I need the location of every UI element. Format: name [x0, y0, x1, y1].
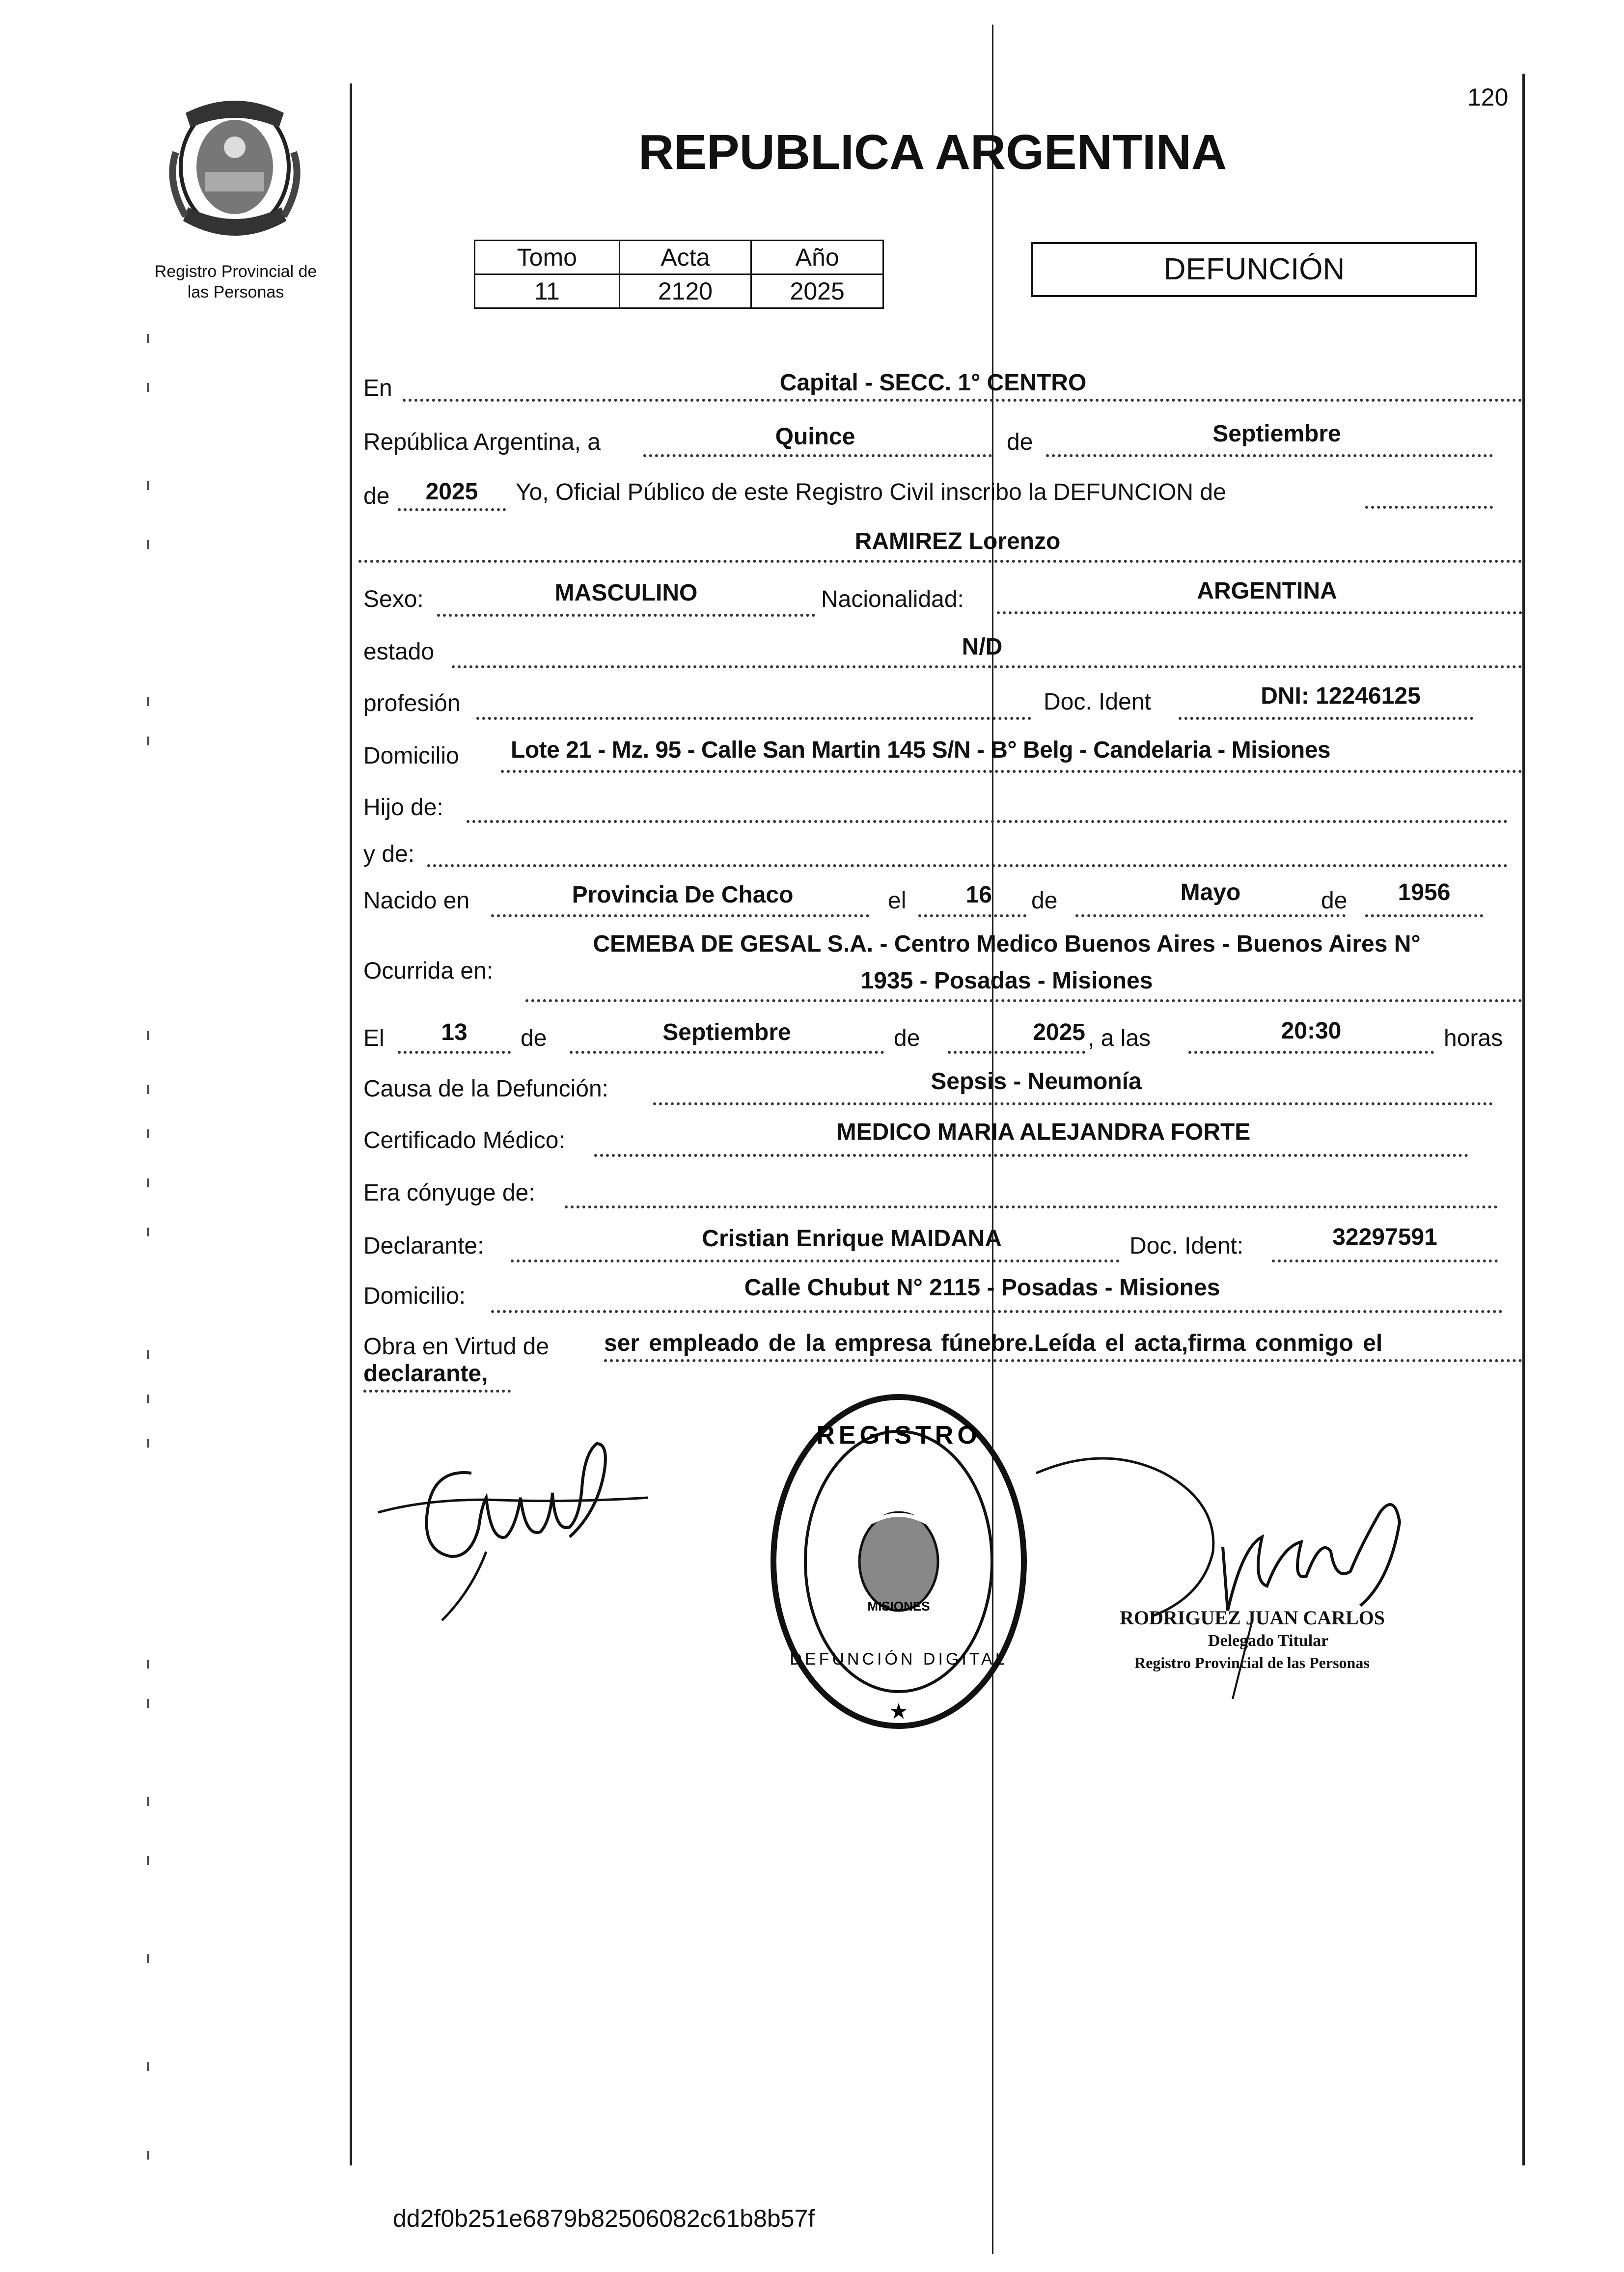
svg-text:MISIONES: MISIONES: [867, 1599, 930, 1614]
sexo-value: MASCULINO: [554, 580, 698, 606]
causa-value: Sepsis - Neumonía: [931, 1068, 1142, 1095]
dotted-line: [452, 665, 1522, 668]
birth-month-value: Mayo: [1180, 879, 1241, 905]
declarante-value: Cristian Enrique MAIDANA: [702, 1226, 1002, 1252]
dotted-line: [1188, 1051, 1434, 1054]
table-cell: 2025: [751, 274, 883, 308]
registry-stamp: [766, 1390, 1031, 1733]
death-month-value: Septiembre: [662, 1019, 791, 1045]
domicilio-value: Lote 21 - Mz. 95 - Calle San Martin 145 S/N - B° Belg - Candelaria - Misiones: [511, 737, 1331, 763]
decl-doc-label: Doc. Ident:: [1129, 1233, 1244, 1259]
de-label: de: [521, 1025, 547, 1051]
dotted-line: [491, 1310, 1503, 1313]
dotted-line: [918, 914, 1026, 917]
de-label: de: [1007, 429, 1033, 455]
certificado-value: MEDICO MARIA ALEJANDRA FORTE: [836, 1119, 1251, 1145]
certificado-label: Certificado Médico:: [363, 1127, 565, 1153]
misiones-seal-logo: [156, 93, 313, 250]
dotted-line: [511, 1259, 1120, 1262]
nacido-en-value: Provincia De Chaco: [572, 882, 794, 908]
el-cap-label: El: [363, 1025, 385, 1051]
dotted-line: [653, 1102, 1493, 1105]
obra-line1: ser empleado de la empresa fúnebre.Leída el acta,firma conmigo el: [604, 1330, 1383, 1356]
month-words-value: Septiembre: [1212, 421, 1341, 447]
dotted-line: [491, 914, 869, 917]
de-label: de: [1031, 888, 1058, 914]
nacido-label: Nacido en: [363, 888, 470, 914]
official-title: Delegado Titular: [1208, 1632, 1329, 1650]
declarant-signature: [373, 1414, 688, 1630]
margin-ticks: [147, 334, 157, 2151]
dotted-line: [1179, 717, 1473, 720]
table-cell: 2120: [619, 274, 751, 308]
republica-label: República Argentina, a: [363, 429, 601, 455]
registry-name: Registro Provincial de las Personas: [154, 262, 317, 301]
dotted-line: [525, 999, 1522, 1002]
year-value: 2025: [425, 479, 478, 505]
place-value: Capital - SECC. 1° CENTRO: [779, 370, 1087, 396]
table-header: Acta: [619, 241, 751, 274]
table-cell: 11: [475, 274, 620, 308]
svg-text:★: ★: [889, 1699, 908, 1724]
dotted-line: [1365, 914, 1483, 917]
obra-label: Obra en Virtud de: [363, 1334, 550, 1360]
record-type-box: DEFUNCIÓN: [1031, 242, 1477, 297]
svg-text:REGISTRO: REGISTRO: [816, 1421, 981, 1450]
svg-text:DEFUNCIÓN DIGITAL: DEFUNCIÓN DIGITAL: [790, 1650, 1008, 1669]
page-number: 120: [1467, 83, 1509, 111]
record-table: [474, 240, 884, 309]
dotted-line: [997, 611, 1522, 614]
conyuge-label: Era cónyuge de:: [363, 1180, 535, 1206]
dotted-line: [398, 1051, 511, 1054]
death-day-value: 13: [441, 1019, 468, 1045]
dotted-line: [570, 1051, 884, 1054]
birth-day-value: 16: [965, 882, 992, 908]
dotted-line: [403, 399, 1522, 402]
official-block: [1120, 1606, 1513, 1673]
dotted-line: [358, 560, 1522, 563]
dotted-line: [643, 454, 992, 457]
decl-domicilio-value: Calle Chubut N° 2115 - Posadas - Misiones: [744, 1275, 1220, 1301]
decl-doc-value: 32297591: [1332, 1224, 1437, 1250]
alas-label: , a las: [1088, 1025, 1151, 1051]
en-label: En: [363, 375, 392, 401]
hijo-label: Hijo de:: [363, 794, 443, 821]
ocurrida-label: Ocurrida en:: [363, 958, 494, 984]
sexo-label: Sexo:: [363, 586, 424, 612]
dotted-line: [604, 1359, 1522, 1362]
dotted-line: [948, 1051, 1085, 1054]
estado-value: N/D: [962, 634, 1003, 660]
dotted-line: [1075, 914, 1346, 917]
dotted-line: [427, 864, 1508, 867]
table-header: Año: [751, 241, 883, 274]
country-title: REPUBLICA ARGENTINA: [638, 125, 1227, 180]
nacionalidad-label: Nacionalidad:: [821, 586, 964, 612]
declarante-label: Declarante:: [363, 1233, 484, 1259]
ocurrida-line1: CEMEBA DE GESAL S.A. - Centro Medico Buenos Aires - Buenos Aires N°: [593, 931, 1421, 957]
profesion-label: profesión: [363, 690, 461, 716]
ocurrida-line2: 1935 - Posadas - Misiones: [860, 968, 1153, 994]
de-label: de: [1321, 888, 1348, 914]
dotted-line: [467, 820, 1508, 823]
obra-line2: declarante,: [363, 1361, 488, 1387]
dotted-line: [501, 770, 1522, 773]
doc-value: DNI: 12246125: [1261, 683, 1421, 709]
official-institution: Registro Provincial de las Personas: [1134, 1654, 1370, 1671]
document-hash: dd2f0b251e6879b82506082c61b8b57f: [393, 2205, 815, 2232]
dotted-line: [1365, 506, 1493, 509]
statement-text: Yo, Oficial Público de este Registro Civil inscribo la DEFUNCION de: [516, 479, 1226, 505]
right-margin-line: [1522, 74, 1525, 2165]
de-label: de: [363, 483, 390, 509]
left-margin-line: [350, 83, 352, 2165]
domicilio-label: Domicilio: [363, 743, 459, 769]
horas-label: horas: [1444, 1025, 1503, 1051]
doc-label: Doc. Ident: [1044, 689, 1151, 715]
causa-label: Causa de la Defunción:: [363, 1076, 608, 1102]
dotted-line: [398, 508, 506, 511]
decl-domicilio-label: Domicilio:: [363, 1283, 466, 1309]
dotted-line: [565, 1205, 1498, 1208]
dotted-line: [437, 614, 815, 617]
dotted-line: [594, 1154, 1468, 1157]
death-time-value: 20:30: [1281, 1018, 1342, 1044]
nacionalidad-value: ARGENTINA: [1197, 578, 1337, 604]
birth-year-value: 1956: [1398, 879, 1451, 905]
el-label: el: [888, 888, 907, 914]
de-label: de: [894, 1025, 920, 1051]
yde-label: y de:: [363, 841, 415, 867]
estado-label: estado: [363, 639, 435, 665]
dotted-line: [363, 1390, 511, 1393]
dotted-line: [476, 717, 1031, 720]
dotted-line: [1272, 1259, 1498, 1262]
dotted-line: [1046, 454, 1493, 457]
table-header: Tomo: [475, 241, 620, 274]
official-name: RODRIGUEZ JUAN CARLOS: [1120, 1607, 1385, 1629]
death-year-value: 2025: [1033, 1019, 1085, 1045]
deceased-name-value: RAMIREZ Lorenzo: [854, 528, 1061, 554]
day-words-value: Quince: [775, 424, 855, 450]
